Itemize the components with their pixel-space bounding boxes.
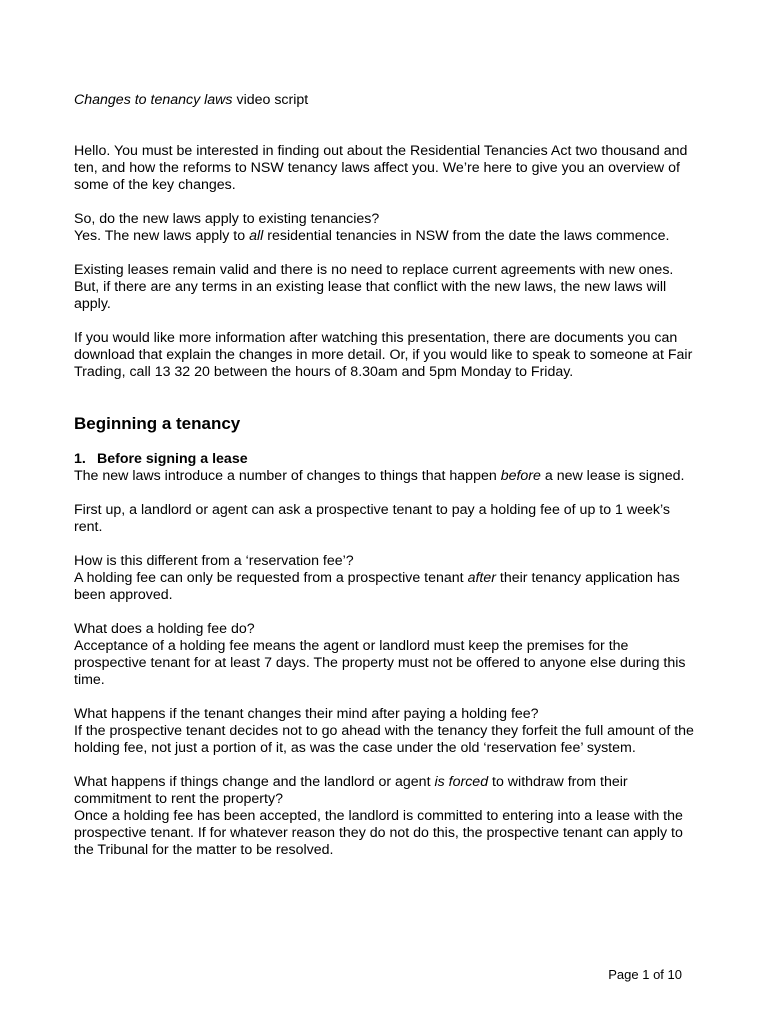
sub-intro-text: The new laws introduce a number of changes to things that happen — [74, 468, 501, 484]
question-text: What happens if things change and the landlord or agent — [74, 774, 435, 790]
holding-fee-purpose-qa — [74, 621, 694, 689]
answer-holding-fee-purpose: Acceptance of a holding fee means the agent or landlord must keep the premises for the prospective tenant for at least 7 days. The property must not be offered to anyone else during this time. — [74, 638, 686, 688]
intro-paragraph: Hello. You must be interested in finding out about the Residential Tenancies Act two thousand and ten, and how the reforms to NSW tenancy laws affect you. We’re here to give you an overview of some of the key changes. — [74, 143, 688, 193]
sub-intro-text: a new lease is signed. — [540, 468, 685, 484]
landlord-withdraws-qa — [74, 774, 694, 859]
sub-heading — [74, 451, 694, 468]
more-info-paragraph: If you would like more information after watching this presentation, there are documents you can download that explain the changes in more detail. Or, if you would like to speak to someone at Fair Trading, call 13 32 20 between the hours of 8.30am and 5pm Monday to Friday. — [74, 330, 693, 380]
question-reservation-fee: How is this different from a ‘reservation fee’? — [74, 553, 354, 569]
existing-leases-paragraph: Existing leases remain valid and there is no need to replace current agreements with new ones. But, if there are any terms in an existing lease that conflict with the new laws, the new laws will apply. — [74, 262, 674, 312]
document-title — [74, 92, 694, 109]
document-body — [74, 92, 694, 876]
answer-text: A holding fee can only be requested from a prospective tenant — [74, 570, 468, 586]
answer-tenant-changes-mind: If the prospective tenant decides not to go ahead with the tenancy they forfeit the full amount of the holding fee, not just a portion of it, as was the case under the old ‘reservation fee’ system. — [74, 723, 694, 756]
title-italic: Changes to tenancy laws — [74, 92, 233, 108]
reservation-fee-qa — [74, 553, 694, 604]
question-tenant-changes-mind: What happens if the tenant changes their mind after paying a holding fee? — [74, 706, 539, 722]
sub-heading-title: Before signing a lease — [97, 451, 248, 467]
tenant-changes-mind-qa — [74, 706, 694, 757]
sub-intro-emphasis: before — [500, 468, 541, 484]
question-text: to withdraw from their commitment to rent the property? — [74, 774, 628, 807]
question-holding-fee-purpose: What does a holding fee do? — [74, 621, 255, 637]
holding-fee-paragraph: First up, a landlord or agent can ask a prospective tenant to pay a holding fee of up to 1 week’s rent. — [74, 502, 670, 535]
title-rest: video script — [232, 92, 309, 108]
question-existing-tenancies: So, do the new laws apply to existing tenancies? — [74, 211, 380, 227]
question-emphasis: is forced — [434, 774, 489, 790]
section-heading: Beginning a tenancy — [74, 414, 241, 433]
answer-existing-tenancies — [74, 228, 694, 245]
answer-emphasis: after — [467, 570, 496, 586]
answer-text: Yes. The new laws apply to — [74, 228, 250, 244]
answer-reservation-fee — [74, 570, 694, 604]
sub-intro-paragraph — [74, 468, 694, 485]
sub-heading-number: 1. — [74, 451, 86, 467]
answer-emphasis: all — [249, 228, 264, 244]
page-number: Page 1 of 10 — [608, 967, 682, 982]
question-landlord-withdraws — [74, 774, 694, 808]
answer-text: residential tenancies in NSW from the date the laws commence. — [263, 228, 670, 244]
answer-text: their tenancy application has been approved. — [74, 570, 680, 603]
existing-tenancies-qa — [74, 211, 694, 245]
answer-landlord-withdraws: Once a holding fee has been accepted, the landlord is committed to entering into a lease with the prospective tenant. If for whatever reason they do not do this, the prospective tenant can apply to the Tribunal for the matter to be resolved. — [74, 808, 683, 858]
